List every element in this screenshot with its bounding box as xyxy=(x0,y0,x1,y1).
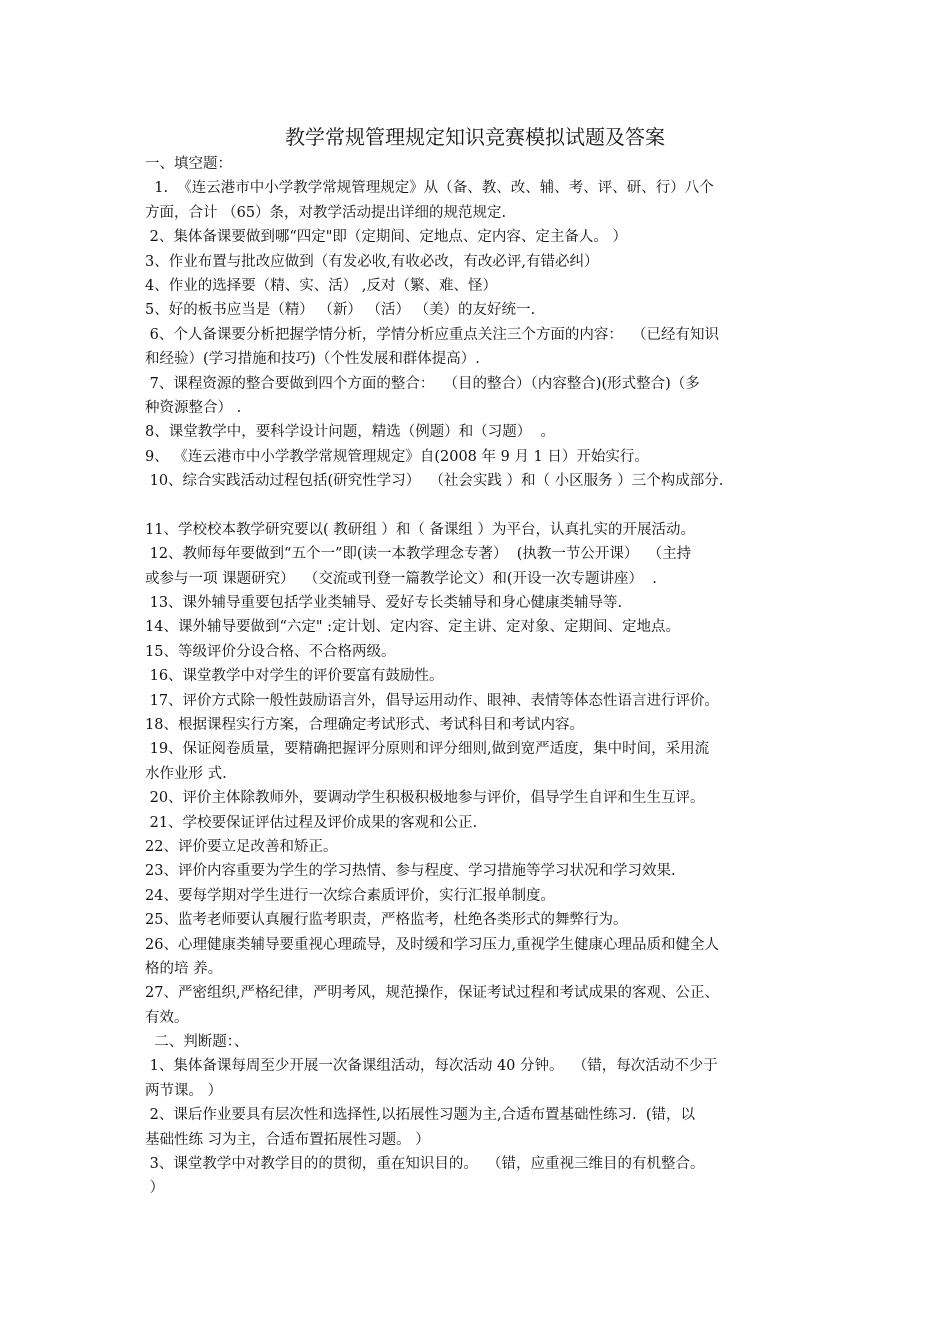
text-line xyxy=(145,493,810,517)
text-line: 21、学校要保证评估过程及评价成果的客观和公正. xyxy=(145,814,478,831)
text-line: 3、作业布置与批改应做到（有发必收,有收必改，有改必评,有错必纠） xyxy=(145,253,599,270)
text-line: 水作业形 式. xyxy=(145,765,227,782)
text-line: 7、课程资源的整合要做到四个方面的整合： （目的整合）（内容整合)(形式整合)（多 xyxy=(145,375,700,392)
text-line: 两节课。 ） xyxy=(145,1082,223,1099)
text-line: 2、集体备课要做到哪“四定"即（定期间、定地点、定内容、定主备人。 ） xyxy=(145,229,628,246)
text-line: 二、判断题：、 xyxy=(145,1034,249,1051)
text-line: 1、集体备课每周至少开展一次备课组活动，每次活动 40 分钟。 （错，每次活动不少于 xyxy=(145,1058,718,1075)
text-line: 27、严密组织,严格纪律，严明考风，规范操作，保证考试过程和考试成果的客观、公正、 xyxy=(145,985,720,1002)
text-line: 18、根据课程实行方案，合理确定考试形式、考试科目和考试内容。 xyxy=(145,716,584,733)
text-line: 方面，合计 （65）条，对教学活动提出详细的规范规定. xyxy=(145,204,507,221)
text-line: 23、评价内容重要为学生的学习热情、参与程度、学习措施等学习状况和学习效果. xyxy=(145,863,676,880)
text-line: 25、监考老师要认真履行监考职责，严格监考，杜绝各类形式的舞弊行为。 xyxy=(145,912,628,929)
text-line: 或参与一项 课题研究） （交流或刊登一篇教学论文）和(开设一次专题讲座） . xyxy=(145,570,657,587)
document-body xyxy=(145,152,810,1201)
text-line: 17、评价方式除一般性鼓励语言外，倡导运用动作、眼神、表情等体态性语言进行评价。 xyxy=(145,692,720,709)
text-line: 2、课后作业要具有层次性和选择性,以拓展性习题为主,合适布置基础性练习. (错，以 xyxy=(145,1107,696,1124)
text-line: 15、等级评价分设合格、不合格两级。 xyxy=(145,643,396,660)
text-line: 13、课外辅导重要包括学业类辅导、爱好专长类辅导和身心健康类辅导等. xyxy=(145,595,623,612)
text-line: 12、教师每年要做到“五个一”即(读一本教学理念专著） (执教一节公开课） （主持 xyxy=(145,546,692,563)
text-line: 8、课堂教学中，要科学设计问题，精选（例题）和（习题） 。 xyxy=(145,424,555,441)
text-line: 1. 《连云港市中小学教学常规管理规定》从（备、教、改、辅、考、评、研、行）八个 xyxy=(145,180,714,197)
text-line: 6、个人备课要分析把握学情分析，学情分析应重点关注三个方面的内容： （已经有知识 xyxy=(145,326,720,343)
text-line: 一、填空题： xyxy=(145,156,232,172)
text-line: ） xyxy=(145,1180,165,1197)
text-line: 和经验）(学习措施和技巧)（个性发展和群体提高）. xyxy=(145,351,480,368)
text-line: 26、心理健康类辅导要重视心理疏导，及时缓和学习压力,重视学生健康心理品质和健全人 xyxy=(145,936,720,953)
text-line: 4、作业的选择要（精、实、活） ,反对（繁、难、怪） xyxy=(145,277,497,294)
text-line: 5、好的板书应当是（精） （新） （活） （美）的友好统一. xyxy=(145,302,536,319)
text-line: 种资源整合） . xyxy=(145,399,242,416)
text-line: 22、评价要立足改善和矫正。 xyxy=(145,838,338,855)
text-line: 20、评价主体除教师外，要调动学生积极积极地参与评价，倡导学生自评和生生互评。 xyxy=(145,790,705,807)
text-line: 有效。 xyxy=(145,1009,189,1026)
text-line: 11、学校校本教学研究要以( 教研组 ）和（ 备课组 ）为平台，认真扎实的开展活动。 xyxy=(145,521,696,538)
document-title: 教学常规管理规定知识竞赛模拟试题及答案 xyxy=(285,125,665,149)
text-line: 9、 《连云港市中小学教学常规管理规定》自(2008 年 9 月 1 日）开始实行。 xyxy=(145,448,649,465)
text-line: 24、要每学期对学生进行一次综合素质评价，实行汇报单制度。 xyxy=(145,887,555,904)
text-line: 16、课堂教学中对学生的评价要富有鼓励性。 xyxy=(145,668,444,685)
text-line: 10、综合实践活动过程包括(研究性学习） （社会实践 ）和（ 小区服务 ）三个构成部分. xyxy=(145,473,724,490)
text-line: 14、课外辅导要做到“六定" :定计划、定内容、定主讲、定对象、定期间、定地点。 xyxy=(145,619,681,636)
text-line: 基础性练 习为主，合适布置拓展性习题。 ） xyxy=(145,1131,430,1148)
text-line: 格的培 养。 xyxy=(145,960,223,977)
text-line: 19、保证阅卷质量，要精确把握评分原则和评分细则,做到宽严适度，集中时间，采用流 xyxy=(145,741,710,758)
text-line: 3、课堂教学中对教学目的的贯彻，重在知识目的。 （错，应重视三维目的有机整合。 xyxy=(145,1156,705,1173)
